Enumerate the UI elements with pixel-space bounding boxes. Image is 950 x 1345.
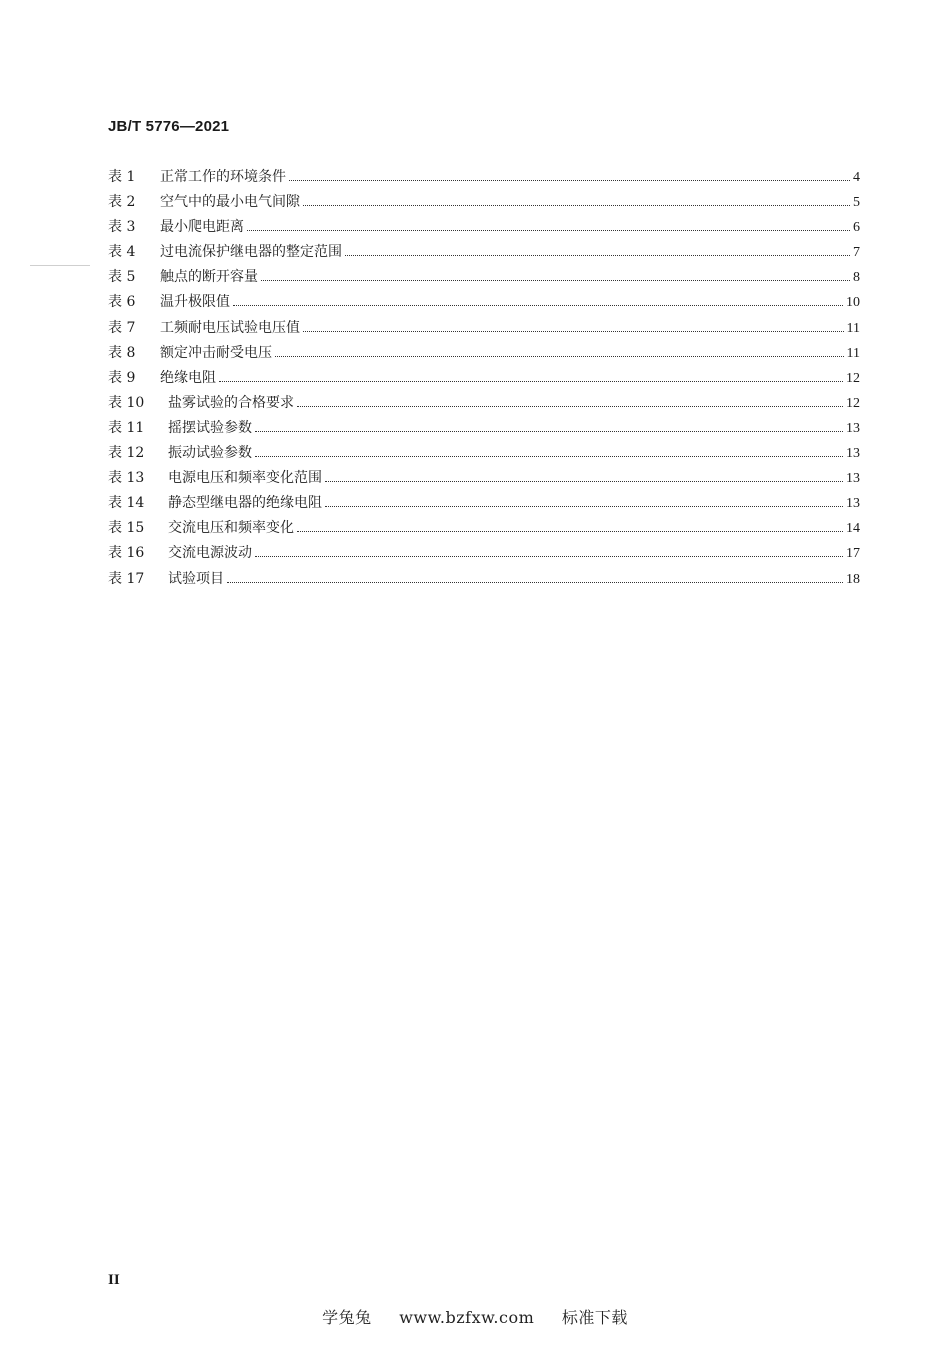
toc-entry[interactable] [108,516,860,541]
toc-entry-page: 12 [846,395,860,411]
dot-leader [345,255,850,256]
watermark [0,1305,950,1328]
toc-entry[interactable] [108,165,860,190]
toc-entry-label: 表 9 [108,369,136,386]
toc-entry-title: 温升极限值 [160,294,230,311]
toc-entry-label: 表 14 [108,495,145,512]
table-list [108,165,860,592]
toc-entry-page: 13 [846,471,860,487]
toc-entry-page: 13 [846,446,860,462]
toc-entry-page: 17 [846,546,860,562]
standard-code: JB/T 5776—2021 [108,118,230,135]
dot-leader [255,456,843,457]
dot-leader [227,582,843,583]
toc-entry[interactable] [108,491,860,516]
toc-entry-title: 空气中的最小电气间隙 [160,194,300,211]
toc-entry-page: 7 [853,245,860,261]
dot-leader [325,481,843,482]
toc-entry-title: 交流电压和频率变化 [168,520,294,537]
toc-entry-label: 表 7 [108,319,136,336]
toc-entry-label: 表 15 [108,520,145,537]
toc-entry[interactable] [108,265,860,290]
toc-entry[interactable] [108,466,860,491]
toc-entry-title: 绝缘电阻 [160,369,216,386]
toc-entry-label: 表 8 [108,344,136,361]
dot-leader [289,180,850,181]
toc-entry-title: 静态型继电器的绝缘电阻 [168,495,322,512]
toc-entry-label: 表 2 [108,194,136,211]
toc-entry-title: 交流电源波动 [168,545,252,562]
toc-entry-label: 表 16 [108,545,145,562]
toc-entry-label: 表 1 [108,169,136,185]
toc-entry-page: 12 [846,370,860,386]
dot-leader [247,230,850,231]
watermark-url[interactable]: www.bzfxw.com [399,1308,535,1327]
toc-entry-label: 表 4 [108,244,136,261]
dot-leader [275,356,844,357]
toc-entry[interactable] [108,541,860,566]
toc-entry-title: 最小爬电距离 [160,219,244,236]
toc-entry-page: 8 [853,270,860,286]
toc-entry-title: 电源电压和频率变化范围 [168,470,322,487]
dot-leader [303,205,850,206]
toc-entry-title: 盐雾试验的合格要求 [168,394,294,411]
toc-entry[interactable] [108,366,860,391]
toc-entry-page: 13 [846,420,860,436]
toc-entry[interactable] [108,567,860,592]
toc-entry-title: 试验项目 [168,570,224,587]
dot-leader [219,381,843,382]
toc-entry-page: 14 [846,521,860,537]
toc-entry-title: 正常工作的环境条件 [160,169,286,185]
toc-entry-title: 过电流保护继电器的整定范围 [160,244,342,261]
toc-entry[interactable] [108,341,860,366]
toc-entry-label: 表 11 [108,419,145,436]
toc-entry-label: 表 13 [108,470,145,487]
scan-artifact [30,265,90,266]
toc-entry-label: 表 3 [108,219,136,236]
dot-leader [255,431,843,432]
dot-leader [325,506,843,507]
toc-entry-title: 额定冲击耐受电压 [160,344,272,361]
page-number: II [108,1272,120,1288]
toc-entry-page: 10 [846,295,860,311]
dot-leader [255,556,843,557]
toc-entry-page: 13 [846,496,860,512]
toc-entry[interactable] [108,215,860,240]
toc-entry-page: 18 [846,571,860,587]
watermark-slogan: 标准下载 [561,1308,628,1327]
toc-entry[interactable] [108,316,860,341]
toc-entry-title: 工频耐电压试验电压值 [160,319,300,336]
toc-entry-title: 振动试验参数 [168,445,252,462]
dot-leader [261,280,850,281]
toc-entry[interactable] [108,416,860,441]
toc-entry-label: 表 12 [108,445,145,462]
toc-entry-label: 表 17 [108,570,145,587]
watermark-site-name: 学兔兔 [322,1308,372,1327]
toc-entry[interactable] [108,290,860,315]
toc-entry-label: 表 6 [108,294,136,311]
toc-entry-page: 4 [853,170,860,185]
toc-entry[interactable] [108,391,860,416]
toc-entry[interactable] [108,240,860,265]
dot-leader [233,305,843,306]
dot-leader [297,531,843,532]
toc-entry-label: 表 10 [108,394,145,411]
toc-entry-title: 摇摆试验参数 [168,419,252,436]
toc-entry-page: 11 [846,345,860,361]
dot-leader [303,331,844,332]
toc-entry-page: 5 [853,195,860,211]
toc-entry[interactable] [108,441,860,466]
toc-entry-page: 11 [846,320,860,336]
toc-entry-label: 表 5 [108,269,136,286]
toc-entry[interactable] [108,190,860,215]
toc-entry-page: 6 [853,220,860,236]
dot-leader [297,406,843,407]
toc-entry-title: 触点的断开容量 [160,269,258,286]
